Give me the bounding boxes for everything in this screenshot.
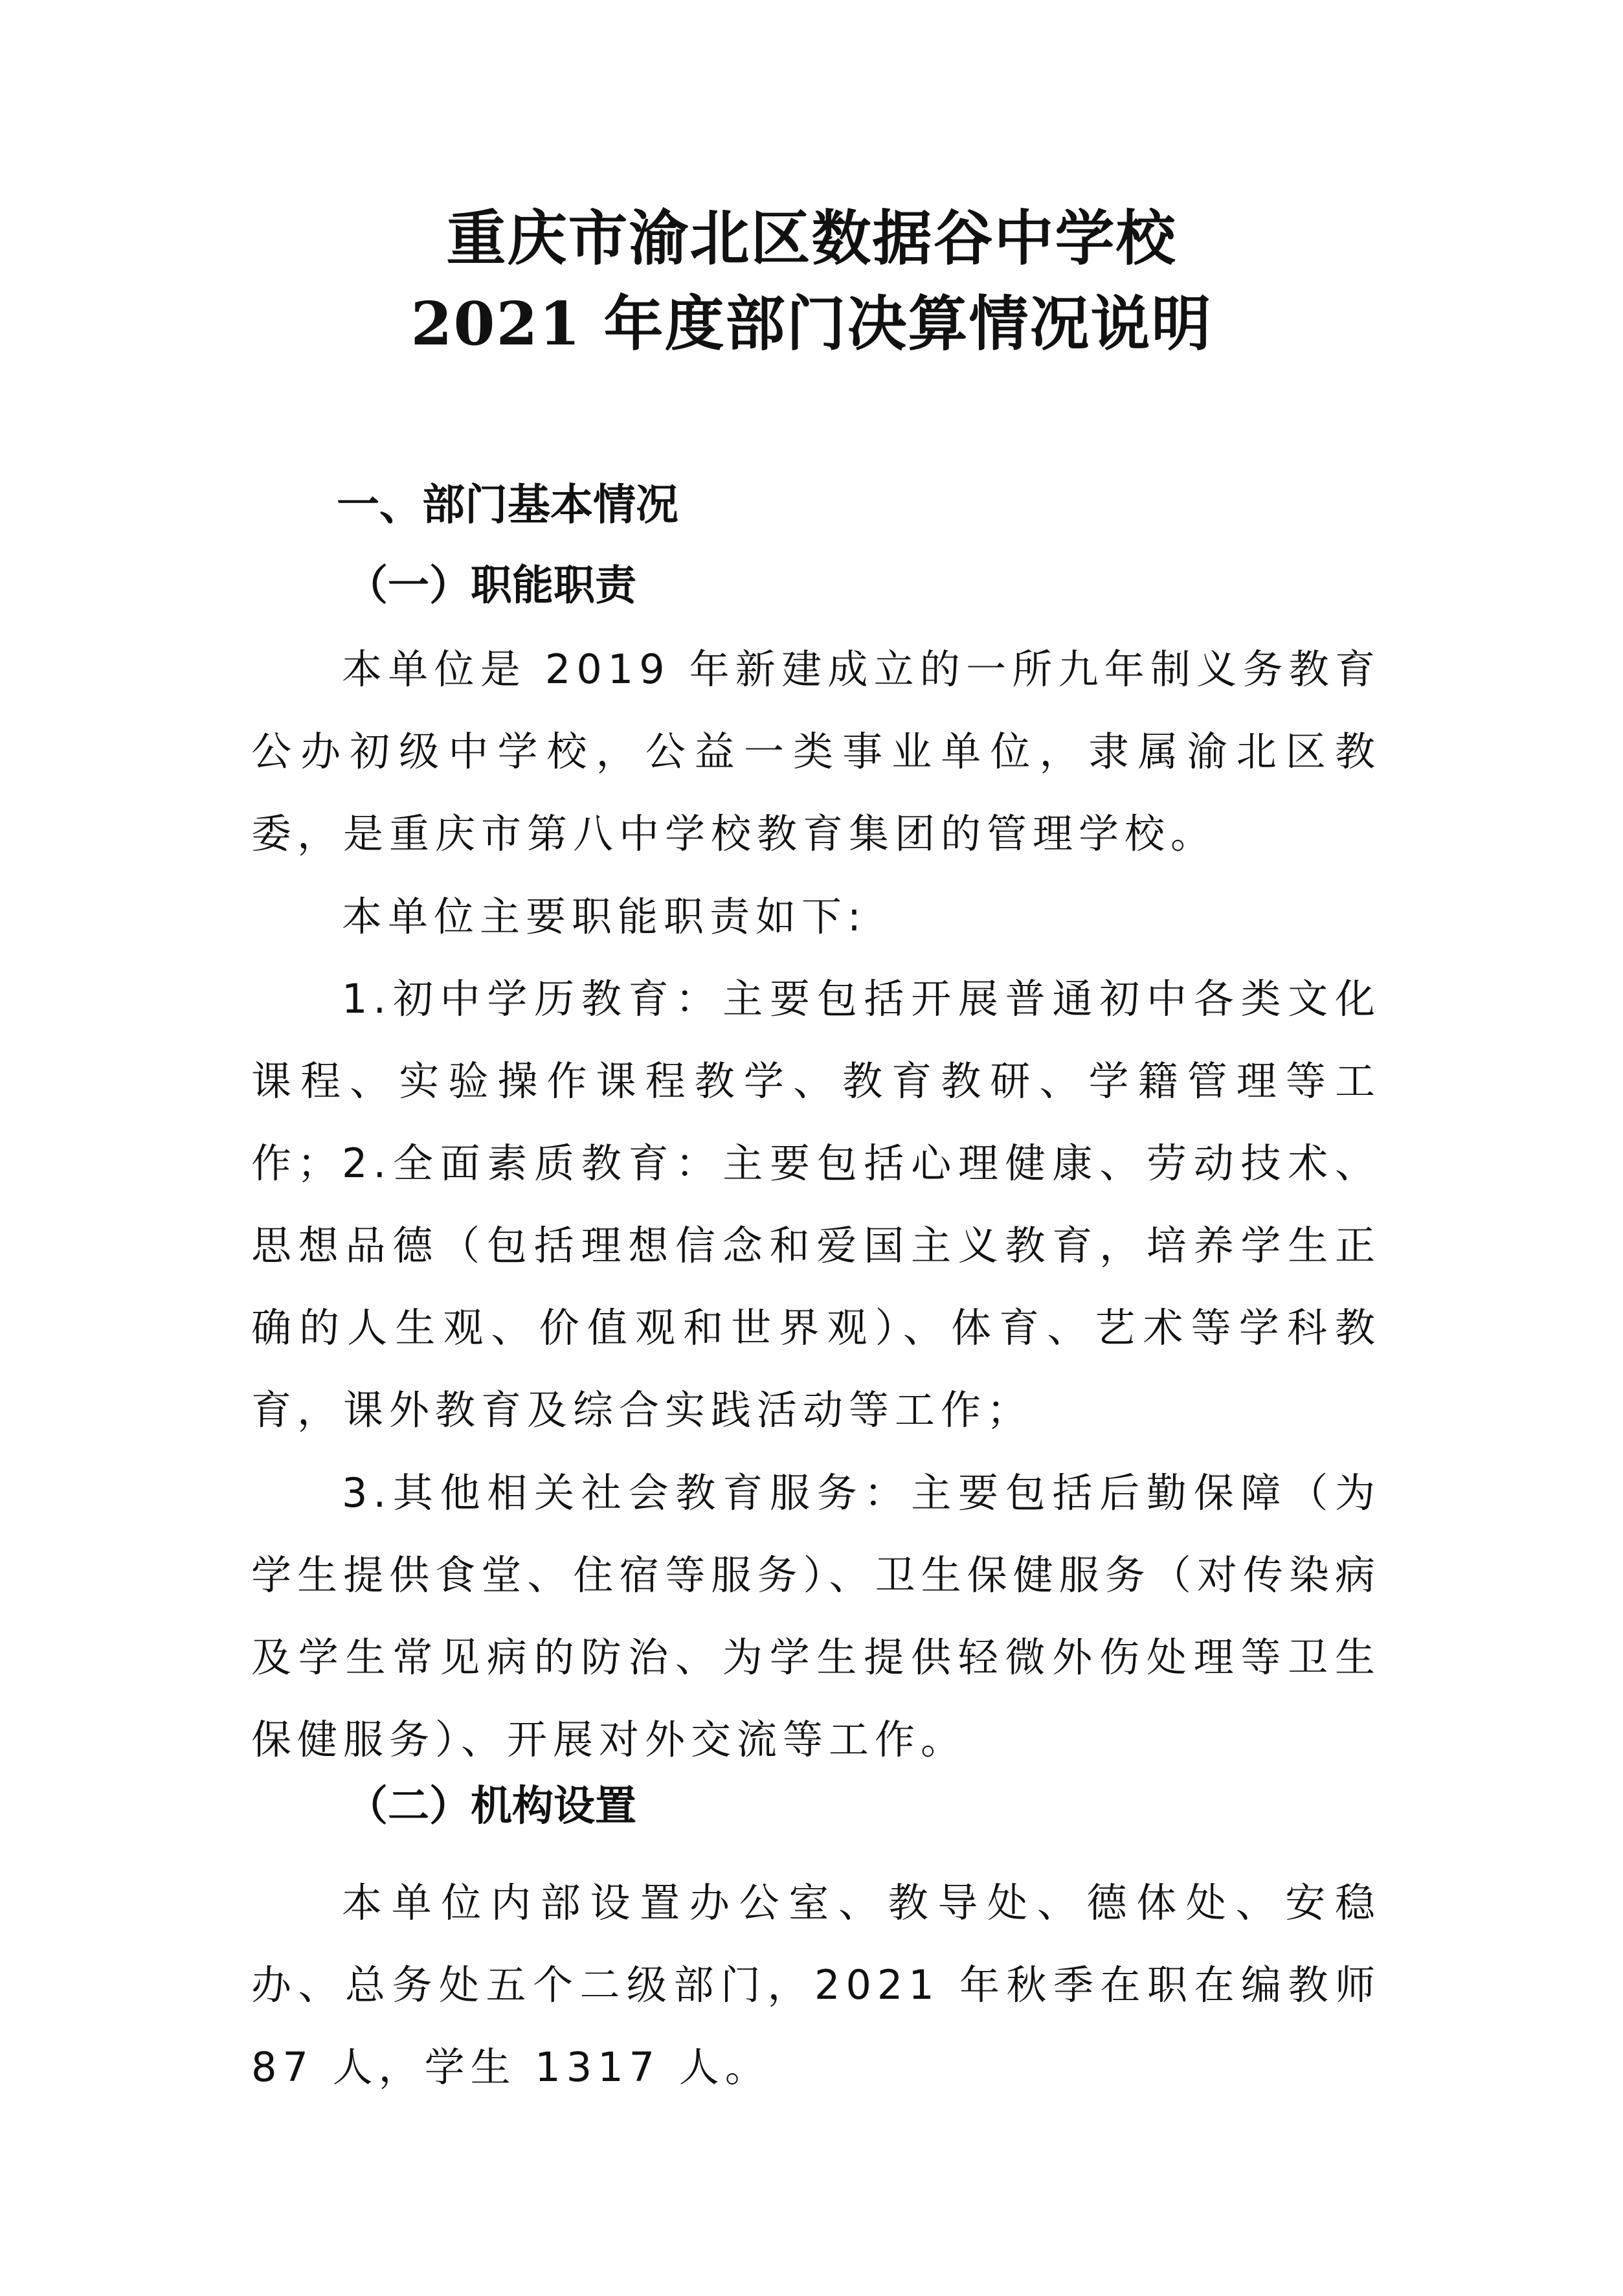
paragraph-function-2: 2.全面素质教育：主要包括心理健康、劳动技术、思想品德（包括理想信念和爱国主义教育，培养学生正确的人生观、价值观和世界观）、体育、艺术等学科教育，课外教育及综合实践活动等工作； [251, 1140, 1381, 1434]
section-heading-basic-info: 一、部门基本情况 [337, 480, 678, 530]
subsection-heading-organization: （二）机构设置 [346, 1782, 636, 1830]
paragraph-functions-intro: 本单位主要职能职责如下: [342, 893, 867, 940]
paragraph-unit-intro: 本单位是 2019 年新建成立的一所九年制义务教育公办初级中学校，公益一类事业单位，隶属渝北区教委，是重庆市第八中学校教育集团的管理学校。 [251, 646, 1381, 857]
paragraph-function-3: 3.其他相关社会教育服务：主要包括后勤保障（为学生提供食堂、住宿等服务）、卫生保健服务（对传染病及学生常见病的防治、为学生提供轻微外伤处理等卫生保健服务）、开展对外交流等工作。 [251, 1469, 1381, 1763]
subsection-heading-functions: （一）职能职责 [346, 561, 636, 610]
document-title-line-1: 重庆市渝北区数据谷中学校 [446, 203, 1177, 273]
paragraph-organization: 本单位内部设置办公室、教导处、德体处、安稳办、总务处五个二级部门，2021 年秋季在职在编教师 87 人，学生 1317 人。 [251, 1879, 1381, 2091]
document-title-line-2: 2021 年度部门决算情况说明 [410, 289, 1213, 359]
paragraph-function-1: 1.初中学历教育：主要包括开展普通初中各类文化课程、实验操作课程教学、教育教研、学籍管理等工作； [251, 975, 1381, 1187]
